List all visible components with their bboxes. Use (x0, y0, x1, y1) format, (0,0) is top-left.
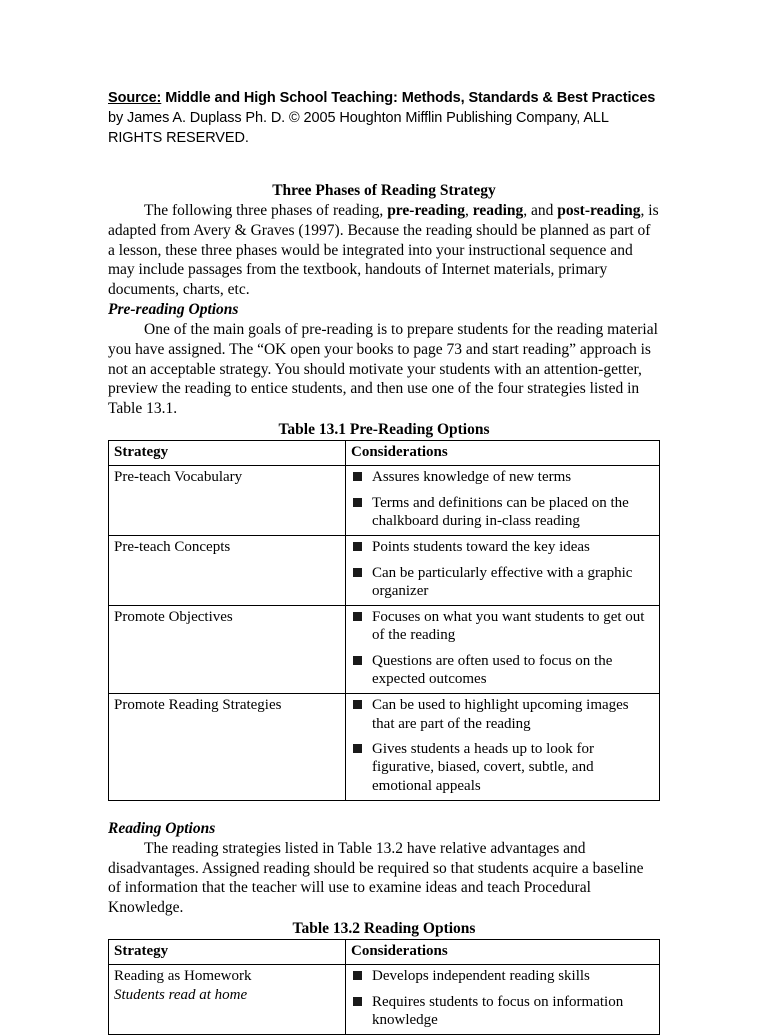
intro-bold-postreading: post-reading (557, 202, 641, 219)
considerations-list (351, 696, 654, 794)
table-1-caption: Table 13.1 Pre-Reading Options (278, 421, 490, 439)
considerations-list (351, 967, 654, 1029)
intro-bold-reading: reading (472, 202, 524, 219)
source-publisher: by James A. Duplass Ph. D. © 2005 Houghton Mifflin Publishing Company, ALL RIGHTS RESERVED. (108, 110, 609, 146)
square-bullet-icon (353, 997, 362, 1006)
column-header-strategy: Strategy (109, 940, 346, 965)
square-bullet-icon (353, 542, 362, 551)
table-row (109, 694, 660, 800)
list-item-text: Requires students to focus on information knowledge (372, 993, 624, 1028)
prereading-paragraph (108, 320, 660, 419)
square-bullet-icon (353, 700, 362, 709)
strategy-title: Reading as Homework (114, 968, 252, 985)
strategy-cell: Promote Reading Strategies (109, 694, 346, 800)
square-bullet-icon (353, 656, 362, 665)
list-item (351, 564, 654, 601)
list-item-text: Terms and definitions can be placed on the chalkboard during in-class reading (372, 494, 629, 529)
list-item (351, 740, 654, 795)
intro-bold-prereading: pre-reading (387, 202, 465, 219)
considerations-cell (346, 965, 660, 1035)
table-row (109, 536, 660, 606)
list-item (351, 993, 654, 1030)
source-title: Middle and High School Teaching: Methods, Standards & Best Practices (161, 90, 656, 106)
considerations-list (351, 468, 654, 530)
strategy-subtitle: Students read at home (114, 986, 248, 1003)
list-item-text: Questions are often used to focus on the expected outcomes (372, 652, 613, 688)
list-item (351, 468, 654, 486)
list-item-text: Focuses on what you want students to get out of the reading (372, 609, 645, 644)
square-bullet-icon (353, 472, 362, 481)
source-label: Source: (108, 90, 162, 106)
table-header-row (109, 441, 660, 466)
reading-paragraph (108, 839, 660, 918)
list-item (351, 538, 654, 556)
intro-text-4: , is adapted from Avery & Graves (1997). Because the reading should be planned as part of a lesson, these three phases would be integrated into your instructional sequence and may include passages from the textbook, handouts of Internet materials, primary documents, charts, etc. (108, 202, 659, 299)
considerations-list (351, 538, 654, 600)
square-bullet-icon (353, 744, 362, 753)
considerations-cell (346, 536, 660, 606)
strategy-cell: Promote Objectives (109, 606, 346, 694)
considerations-cell (346, 694, 660, 800)
square-bullet-icon (353, 498, 362, 507)
intro-text-3: , and (523, 202, 558, 219)
list-item-text: Assures knowledge of new terms (372, 469, 572, 486)
column-header-considerations: Considerations (346, 940, 660, 965)
prereading-paragraph-text: One of the main goals of pre-reading is to prepare students for the reading material you have assigned. The “OK open your books to page 73 and start reading” approach is not an acceptable strategy. You should motivate your students with an attention-getter, preview the reading to entice students, and then use one of the four strategies listed in Table 13.1. (108, 320, 658, 418)
list-item-text: Develops independent reading skills (372, 968, 590, 985)
list-item (351, 696, 654, 733)
prereading-options-table (108, 440, 660, 801)
intro-paragraph (108, 201, 660, 300)
table-row (109, 965, 660, 1035)
column-header-considerations: Considerations (346, 441, 660, 466)
square-bullet-icon (353, 971, 362, 980)
source-attribution (108, 88, 660, 148)
list-item (351, 494, 654, 531)
intro-text-2: , (464, 202, 473, 219)
section-heading: Three Phases of Reading Strategy (272, 182, 496, 199)
table-header-row (109, 940, 660, 965)
table-row (109, 466, 660, 536)
table-2-caption: Table 13.2 Reading Options (292, 920, 476, 937)
reading-paragraph-text: The reading strategies listed in Table 13.2 have relative advantages and disadvantages. Assigned reading should be required so that students acquire a baseline of information that the teacher will use to examine ideas and teach Procedural Knowledge. (108, 839, 644, 917)
considerations-list (351, 608, 654, 688)
list-item-text: Can be used to highlight upcoming images that are part of the reading (372, 697, 629, 732)
list-item (351, 967, 654, 985)
list-item-text: Points students toward the key ideas (372, 539, 590, 556)
intro-text-1: The following three phases of reading, (144, 202, 388, 219)
strategy-cell: Pre-teach Vocabulary (109, 466, 346, 536)
column-header-strategy: Strategy (109, 441, 346, 466)
strategy-cell (109, 965, 346, 1035)
strategy-cell: Pre-teach Concepts (109, 536, 346, 606)
square-bullet-icon (353, 612, 362, 621)
square-bullet-icon (353, 568, 362, 577)
considerations-cell (346, 606, 660, 694)
reading-heading: Reading Options (108, 819, 216, 837)
list-item-text: Gives students a heads up to look for figurative, biased, covert, subtle, and emotional appeals (372, 740, 595, 794)
list-item (351, 652, 654, 689)
reading-options-table (108, 939, 660, 1035)
prereading-heading: Pre-reading Options (108, 301, 239, 319)
list-item (351, 608, 654, 645)
list-item-text: Can be particularly effective with a graphic organizer (372, 564, 633, 599)
table-row (109, 606, 660, 694)
considerations-cell (346, 466, 660, 536)
